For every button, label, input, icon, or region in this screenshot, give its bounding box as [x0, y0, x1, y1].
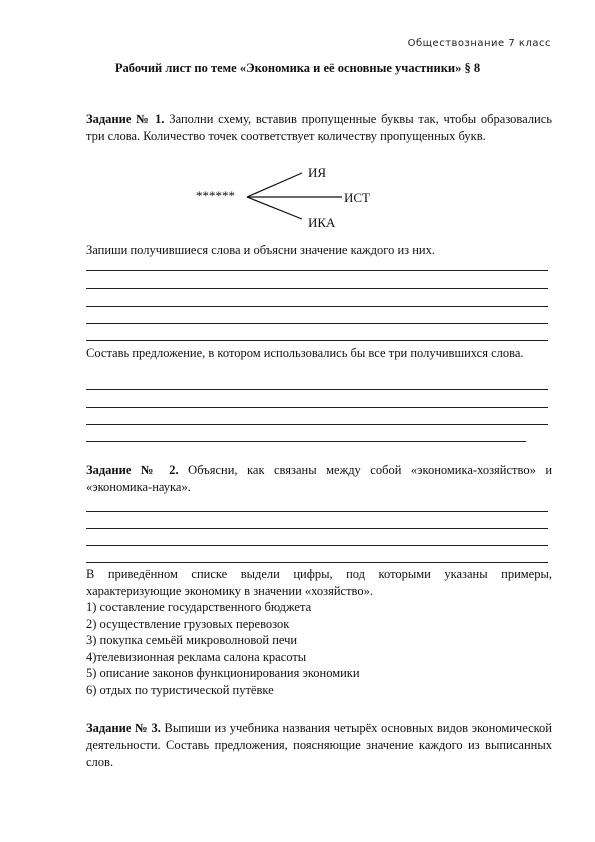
task2-statement	[86, 462, 552, 496]
list-item[interactable]: 4)телевизионная реклама салона красоты	[86, 649, 307, 664]
scheme-branch-top	[247, 173, 302, 197]
task1-text: Заполни схему, вставив пропущенные буквы так, чтобы образовались три слова. Количество точек соответствует количеству пропущенных букв.	[86, 112, 553, 143]
worksheet-title: Рабочий лист по теме «Экономика и её основные участники» § 8	[114, 61, 481, 75]
task2-label: Задание № 2.	[86, 463, 179, 477]
task3-statement	[86, 720, 552, 771]
answer-line[interactable]	[86, 288, 548, 289]
task3-text: Выпиши из учебника названия четырёх основных видов экономической деятельности. Составь предложения, поясняющие значение каждого из выписанных слов.	[86, 721, 553, 769]
answer-line[interactable]	[86, 389, 548, 390]
answer-line[interactable]	[86, 545, 548, 546]
list-item[interactable]: 6) отдых по туристической путёвке	[86, 682, 274, 697]
scheme-ending-2: ИСТ	[344, 190, 370, 205]
task1-label: Задание № 1.	[86, 112, 165, 126]
answer-line[interactable]	[86, 306, 548, 307]
list-item[interactable]: 1) составление государственного бюджета	[86, 600, 312, 614]
task3-label: Задание № 3.	[86, 721, 161, 735]
scheme-branch-bottom	[247, 197, 302, 219]
list-item[interactable]: 5) описание законов функционирования экономики	[86, 666, 360, 680]
task2-text: Объясни, как связаны между собой «экономика-хозяйство» и «экономика-наука».	[86, 463, 553, 494]
list-item[interactable]: 3) покупка семьёй микроволновой печи	[86, 633, 298, 647]
task2-list-intro: В приведённом списке выдели цифры, под которыми указаны примеры, характеризующие экономику в значении «хозяйство».	[86, 567, 552, 598]
answer-line[interactable]	[86, 323, 548, 324]
answer-line[interactable]	[86, 562, 548, 563]
scheme-ending-3: ИКА	[308, 215, 336, 230]
list-item[interactable]: 2) осуществление грузовых перевозок	[86, 616, 290, 631]
subject-header: Обществознание 7 класс	[407, 38, 551, 49]
answer-line[interactable]	[86, 270, 548, 271]
answer-line[interactable]	[86, 511, 548, 512]
task1-instruction-1: Запиши получившиеся слова и объясни значение каждого из них.	[86, 243, 435, 257]
scheme-stem: ******	[196, 188, 235, 203]
answer-line[interactable]	[86, 528, 548, 529]
scheme-ending-1: ИЯ	[308, 165, 327, 180]
task2-options-list	[86, 599, 552, 698]
task1-statement	[86, 111, 552, 145]
answer-line[interactable]	[86, 407, 548, 408]
task1-instruction-2: Составь предложение, в котором использовались бы все три получившихся слова.	[86, 346, 524, 360]
answer-line[interactable]	[86, 340, 548, 341]
answer-line[interactable]	[86, 424, 548, 425]
answer-line[interactable]	[86, 441, 526, 442]
